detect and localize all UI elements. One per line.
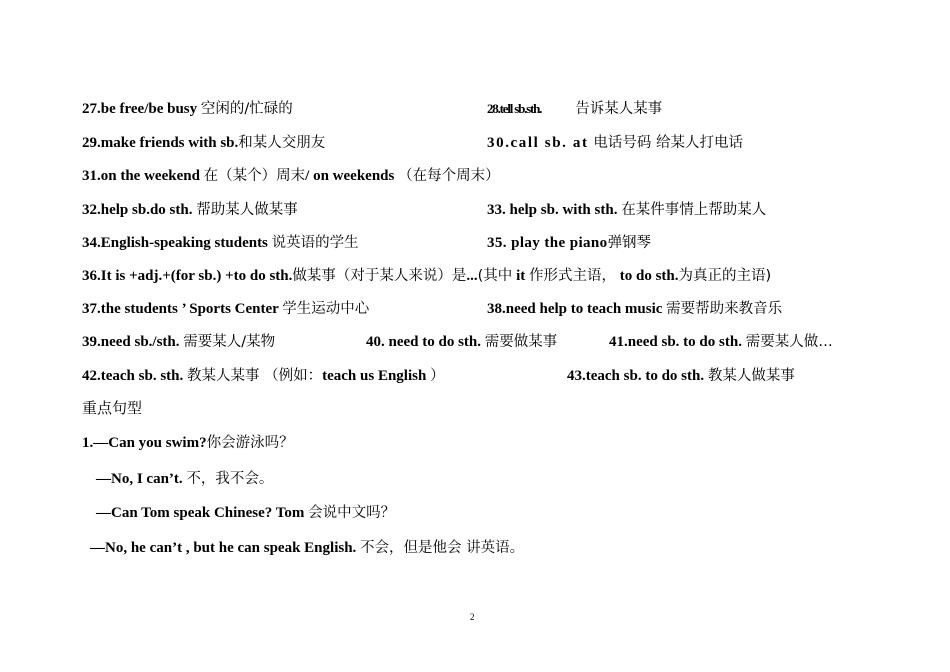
item-37-zh: 学生运动中心 [282, 301, 370, 317]
item-35-en: 35. play the piano [487, 235, 608, 251]
item-38-en: 38.need help to teach music [487, 301, 667, 317]
item-34 [82, 232, 359, 253]
item-36-en3: it [512, 268, 529, 284]
item-40-en: 40. need to do sth. [366, 334, 485, 350]
item-30-zh: 电话号码 给某人打电话 [593, 135, 743, 151]
item-43-en: 43.teach sb. to do sth. [567, 368, 708, 384]
item-42-en1: 42.teach sb. sth. [82, 368, 188, 384]
item-43-zh: 教某人做某事 [707, 368, 795, 384]
item-41-en: 41.need sb. to do sth. [609, 334, 746, 350]
sentence-4-zh: 不会，但是他会 讲英语。 [360, 540, 525, 556]
item-28-zh: 告诉某人某事 [575, 101, 663, 117]
sentence-1-en: 1.—Can you swim? [82, 435, 207, 451]
sentence-4-en: —No, he can’t , but he can speak English. [90, 540, 361, 556]
sentence-1-zh: 你会游泳吗？ [206, 435, 294, 451]
item-33 [487, 199, 766, 220]
item-38-zh: 需要帮助来教音乐 [666, 301, 783, 317]
item-36-zh1: 做某事（对于某人来说）是 [292, 268, 467, 284]
item-29 [82, 132, 325, 153]
sentence-2-zh: 不，我不会。 [186, 471, 274, 487]
item-38 [487, 298, 782, 319]
item-35 [487, 232, 651, 253]
item-41-zh: 需要某人做… [745, 334, 833, 350]
item-42 [82, 365, 445, 386]
item-31-zh1: 在（某个）周末 [203, 168, 306, 184]
item-36-en1: 36.It is +adj.+(for sb.) +to do sth. [82, 268, 293, 284]
item-36-zh3: 作形式主语， [528, 268, 616, 284]
item-42-zh1: 教某人某事 （例如： [187, 368, 323, 384]
item-31-en2: / on weekends [305, 168, 399, 184]
item-36-en2: ... [466, 268, 478, 284]
item-32 [82, 199, 298, 220]
sentence-3-en: —Can Tom speak Chinese? Tom [96, 505, 309, 521]
item-34-en: 34.English-speaking students [82, 235, 272, 251]
item-32-zh: 帮助某人做某事 [196, 202, 298, 218]
item-30-en: 30.call sb. at [487, 135, 589, 151]
item-33-zh: 在某件事情上帮助某人 [621, 202, 767, 218]
item-28-en: 28.tell sb.sth. [487, 101, 542, 116]
item-31-zh2: （在每个周末） [398, 168, 500, 184]
item-39 [82, 331, 275, 352]
item-27 [82, 98, 293, 119]
item-36 [82, 265, 771, 286]
item-29-en: 29.make friends with sb. [82, 135, 239, 151]
item-33-en: 33. help sb. with sth. [487, 202, 622, 218]
item-36-en4: to do sth. [615, 268, 679, 284]
item-35-zh: 弹钢琴 [607, 235, 652, 251]
item-42-zh2: ） [430, 368, 445, 384]
sentence-4 [90, 537, 524, 558]
sentence-3-zh: 会说中文吗？ [308, 505, 396, 521]
sentence-3 [96, 502, 395, 523]
item-32-en: 32.help sb.do sth. [82, 202, 197, 218]
item-39-en: 39.need sb./sth. [82, 334, 184, 350]
item-37 [82, 298, 369, 319]
section-title: 重点句型 [82, 399, 143, 417]
sentence-2-en: —No, I can’t. [96, 471, 187, 487]
item-29-zh: 和某人交朋友 [238, 135, 326, 151]
item-41 [609, 331, 833, 352]
item-27-zh: 空闲的/忙碌的 [200, 101, 293, 117]
item-40 [366, 331, 557, 352]
item-31 [82, 165, 500, 186]
item-31-en1: 31.on the weekend [82, 168, 204, 184]
item-42-en2: teach us English [322, 368, 431, 384]
item-27-en: 27.be free/be busy [82, 101, 201, 117]
sentence-1 [82, 432, 294, 453]
sentence-2 [96, 468, 273, 489]
item-36-zh2: (其中 [477, 268, 513, 284]
item-34-zh: 说英语的学生 [271, 235, 359, 251]
item-40-zh: 需要做某事 [484, 334, 558, 350]
item-39-zh: 需要某人/某物 [183, 334, 276, 350]
item-43 [567, 365, 795, 386]
page-number: 2 [470, 612, 475, 622]
item-28 [487, 98, 662, 119]
item-30 [487, 132, 743, 153]
item-36-zh4: 为真正的主语) [678, 268, 772, 284]
item-37-en: 37.the students ’ Sports Center [82, 301, 283, 317]
